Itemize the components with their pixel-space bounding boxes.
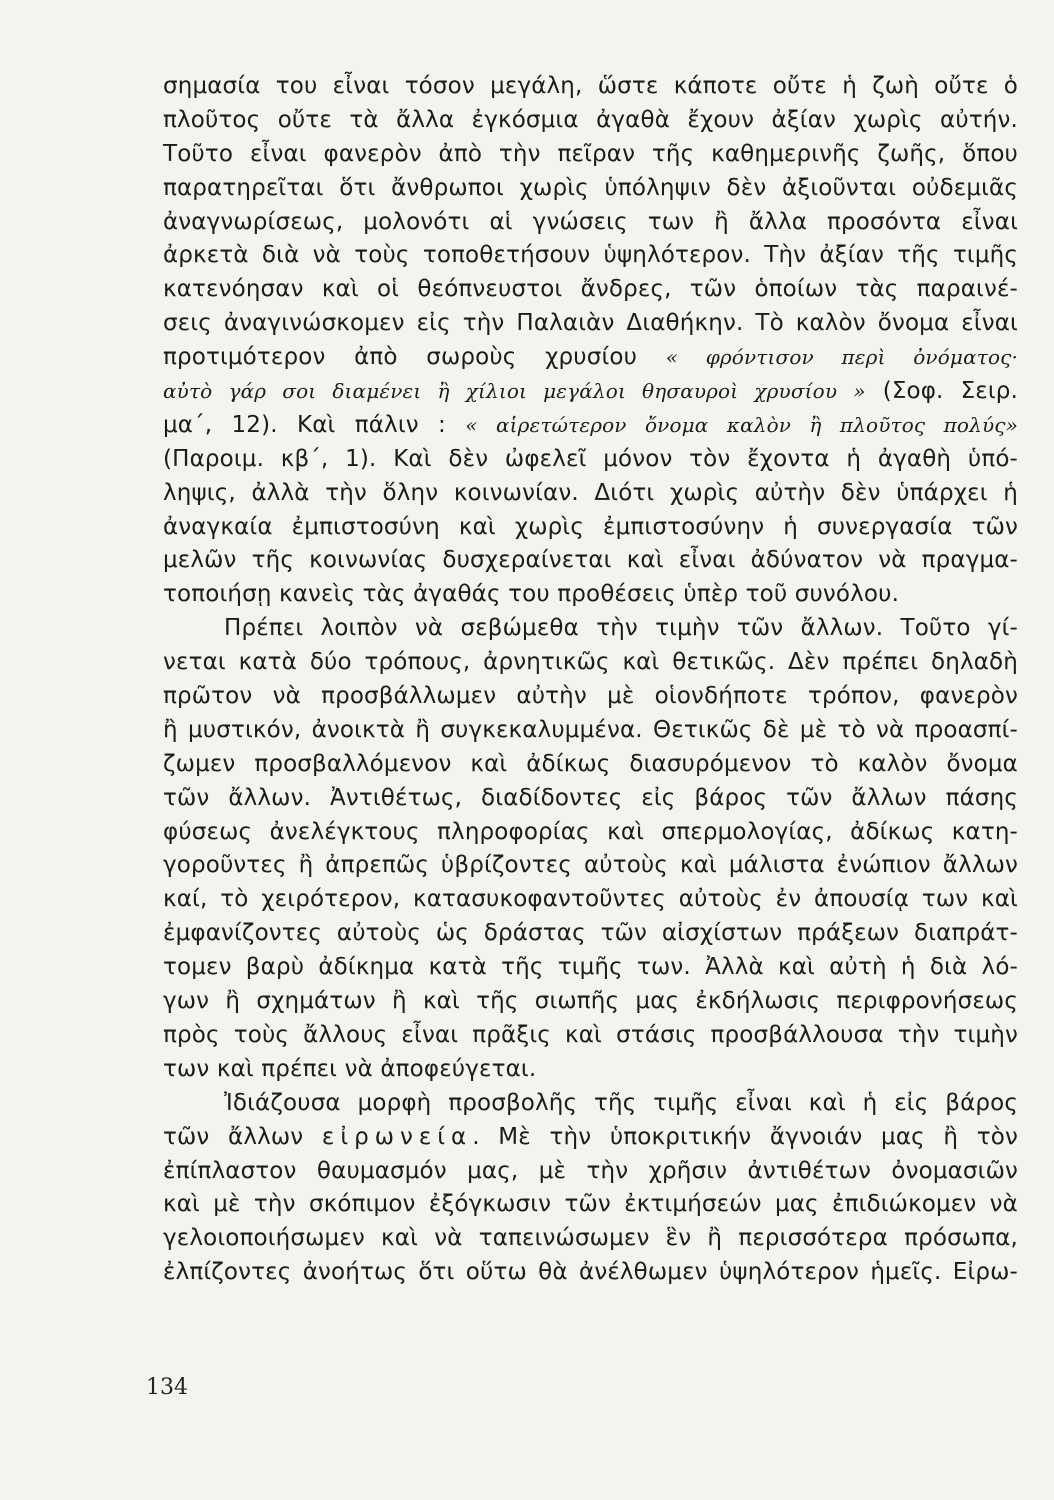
text-line — [163, 138, 1018, 172]
text-line — [163, 680, 1018, 714]
text-line — [163, 511, 1018, 545]
text-segment: ἀναγνωρίσεως, μολονότι αἱ γνώσεις των ἢ ἄλλα προσόντα εἶναι — [163, 208, 1018, 235]
text-segment: προτιμότερον ἀπὸ σωροὺς χρυσίου — [163, 344, 666, 371]
text-segment: ἀρκετὰ διὰ νὰ τοὺς τοποθετήσουν ὑψηλότερον. Τὴν ἀξίαν τῆς τιμῆς — [163, 242, 1018, 269]
text-line — [163, 1087, 1018, 1121]
text-line — [163, 816, 1018, 850]
text-segment: καί, τὸ χειρότερον, κατασυκοφαντοῦντες αὐτοὺς ἐν ἀπουσίᾳ των καὶ — [163, 886, 1018, 913]
text-segment: εἰρωνεία — [321, 1123, 473, 1150]
text-segment: φύσεως ἀνελέγκτους πληροφορίας καὶ σπερμολογίας, ἀδίκως κατη- — [163, 818, 1018, 845]
text-segment: καὶ μὲ τὴν σκόπιμον ἐξόγκωσιν τῶν ἐκτιμήσεών μας ἐπιδιώκομεν νὰ — [163, 1191, 1018, 1218]
text-segment: πλοῦτος οὔτε τὰ ἄλλα ἐγκόσμια ἀγαθὰ ἔχουν ἀξίαν χωρὶς αὐτήν. — [163, 106, 1018, 133]
text-line — [163, 951, 1018, 985]
text-segment: μα΄, 12). Καὶ πάλιν : — [163, 411, 466, 438]
text-line — [163, 782, 1018, 816]
text-line — [163, 409, 1018, 443]
text-line — [163, 1121, 1018, 1155]
text-line — [163, 70, 1018, 104]
text-segment: « αἱρετώτερον ὄνομα καλὸν ἢ πλοῦτος πολύς» — [465, 412, 1018, 437]
text-segment: ζωμεν προσβαλλόμενον καὶ ἀδίκως διασυρόμενον τὸ καλὸν ὄνομα — [163, 750, 1018, 777]
text-line — [163, 612, 1018, 646]
text-segment: τῶν ἄλλων — [163, 1123, 322, 1150]
text-line — [163, 748, 1018, 782]
text-line — [163, 1019, 1018, 1053]
text-line — [163, 375, 1018, 409]
text-segment: πρῶτον νὰ προσβάλλωμεν αὐτὴν μὲ οἱονδήποτε τρόπον, φανερὸν — [163, 683, 1018, 710]
text-segment: σεις ἀναγινώσκομεν εἰς τὴν Παλαιὰν Διαθήκην. Τὸ καλὸν ὄνομα εἶναι — [163, 310, 1018, 337]
text-segment: κατενόησαν καὶ οἱ θεόπνευστοι ἄνδρες, τῶν ὁποίων τὰς παραινέ- — [163, 276, 1018, 303]
text-line — [163, 1155, 1018, 1189]
text-line — [163, 172, 1018, 206]
text-segment: ἢ μυστικόν, ἀνοικτὰ ἢ συγκεκαλυμμένα. Θετικῶς δὲ μὲ τὸ νὰ προασπί- — [163, 716, 1018, 743]
text-segment: μελῶν τῆς κοινωνίας δυσχεραίνεται καὶ εἶναι ἀδύνατον νὰ πραγμα- — [163, 547, 1018, 574]
text-segment: παρατηρεῖται ὅτι ἄνθρωποι χωρὶς ὑπόληψιν δὲν ἀξιοῦνται οὐδεμιᾶς — [163, 174, 1018, 201]
text-segment: πρὸς τοὺς ἄλλους εἶναι πρᾶξις καὶ στάσις προσβάλλουσα τὴν τιμὴν — [163, 1021, 1018, 1048]
text-line — [163, 273, 1018, 307]
text-line — [163, 1256, 1018, 1290]
text-line — [163, 239, 1018, 273]
text-line — [163, 1188, 1018, 1222]
text-segment: σημασία του εἶναι τόσον μεγάλη, ὥστε κάποτε οὔτε ἡ ζωὴ οὔτε ὁ — [163, 73, 1018, 99]
text-line — [163, 883, 1018, 917]
text-segment: τοποιήσῃ κανεὶς τὰς ἀγαθάς του προθέσεις ὑπὲρ τοῦ συνόλου. — [163, 581, 900, 608]
text-segment: γοροῦντες ἢ ἀπρεπῶς ὑβρίζοντες αὐτοὺς καὶ μάλιστα ἐνώπιον ἄλλων — [163, 852, 1018, 879]
text-segment: ἀναγκαία ἐμπιστοσύνη καὶ χωρὶς ἐμπιστοσύνην ἡ συνεργασία τῶν — [163, 513, 1018, 540]
text-segment: αὐτὸ γάρ σοι διαμένει ἢ χίλιοι μεγάλοι θησαυροὶ χρυσίου » — [163, 379, 866, 404]
body-text — [163, 70, 1018, 1290]
text-segment: Τοῦτο εἶναι φανερὸν ἀπὸ τὴν πεῖραν τῆς καθημερινῆς ζωῆς, ὅπου — [163, 140, 1018, 167]
text-segment: τομεν βαρὺ ἀδίκημα κατὰ τῆς τιμῆς των. Ἀλλὰ καὶ αὐτὴ ἡ διὰ λό- — [163, 954, 1018, 981]
text-line — [163, 206, 1018, 240]
text-line — [163, 443, 1018, 477]
text-segment: (Σοφ. Σειρ. — [865, 378, 1018, 405]
text-segment: . Μὲ τὴν ὑποκριτικήν ἄγνοιάν μας ἢ τὸν — [472, 1123, 1018, 1150]
text-segment: τῶν ἄλλων. Ἀντιθέτως, διαδίδοντες εἰς βάρος τῶν ἄλλων πάσης — [163, 784, 1018, 811]
text-segment: των καὶ πρέπει νὰ ἀποφεύγεται. — [163, 1055, 537, 1082]
text-segment: ἐλπίζοντες ἀνοήτως ὅτι οὕτω θὰ ἀνέλθωμεν ὑψηλότερον ἡμεῖς. Εἰρω- — [163, 1259, 1018, 1286]
text-line — [163, 714, 1018, 748]
text-line — [163, 578, 1018, 612]
text-segment: γων ἢ σχημάτων ἢ καὶ τῆς σιωπῆς μας ἐκδήλωσις περιφρονήσεως — [163, 988, 1018, 1015]
text-segment: ἐμφανίζοντες αὐτοὺς ὡς δράστας τῶν αἰσχίστων πράξεων διαπράτ- — [163, 920, 1018, 947]
text-line — [163, 477, 1018, 511]
text-segment: Πρέπει λοιπὸν νὰ σεβώμεθα τὴν τιμὴν τῶν ἄλλων. Τοῦτο γί- — [224, 615, 1018, 642]
text-segment: νεται κατὰ δύο τρόπους, ἀρνητικῶς καὶ θετικῶς. Δὲν πρέπει δηλαδὴ — [163, 649, 1018, 676]
page-number: 134 — [146, 1375, 188, 1400]
text-line — [163, 544, 1018, 578]
text-line — [163, 985, 1018, 1019]
text-line — [163, 341, 1018, 375]
text-line — [163, 646, 1018, 680]
text-line — [163, 1053, 1018, 1087]
text-line — [163, 1222, 1018, 1256]
text-segment: γελοιοποιήσωμεν καὶ νὰ ταπεινώσωμεν ἓν ἢ περισσότερα πρόσωπα, — [163, 1225, 1018, 1252]
text-segment: Ἰδιάζουσα μορφὴ προσβολῆς τῆς τιμῆς εἶναι καὶ ἡ εἰς βάρος — [224, 1089, 1018, 1116]
text-segment: ἐπίπλαστον θαυμασμόν μας, μὲ τὴν χρῆσιν ἀντιθέτων ὀνομασιῶν — [163, 1157, 1018, 1184]
text-line — [163, 307, 1018, 341]
text-line — [163, 849, 1018, 883]
text-line — [163, 104, 1018, 138]
text-segment: « φρόντισον περὶ ὀνόματος· — [665, 345, 1018, 370]
text-line — [163, 917, 1018, 951]
text-segment: ληψις, ἀλλὰ τὴν ὅλην κοινωνίαν. Διότι χωρὶς αὐτὴν δὲν ὑπάρχει ἡ — [163, 479, 1018, 506]
text-segment: (Παροιμ. κβ΄, 1). Καὶ δὲν ὠφελεῖ μόνον τὸν ἔχοντα ἡ ἀγαθὴ ὑπό- — [163, 445, 1018, 472]
